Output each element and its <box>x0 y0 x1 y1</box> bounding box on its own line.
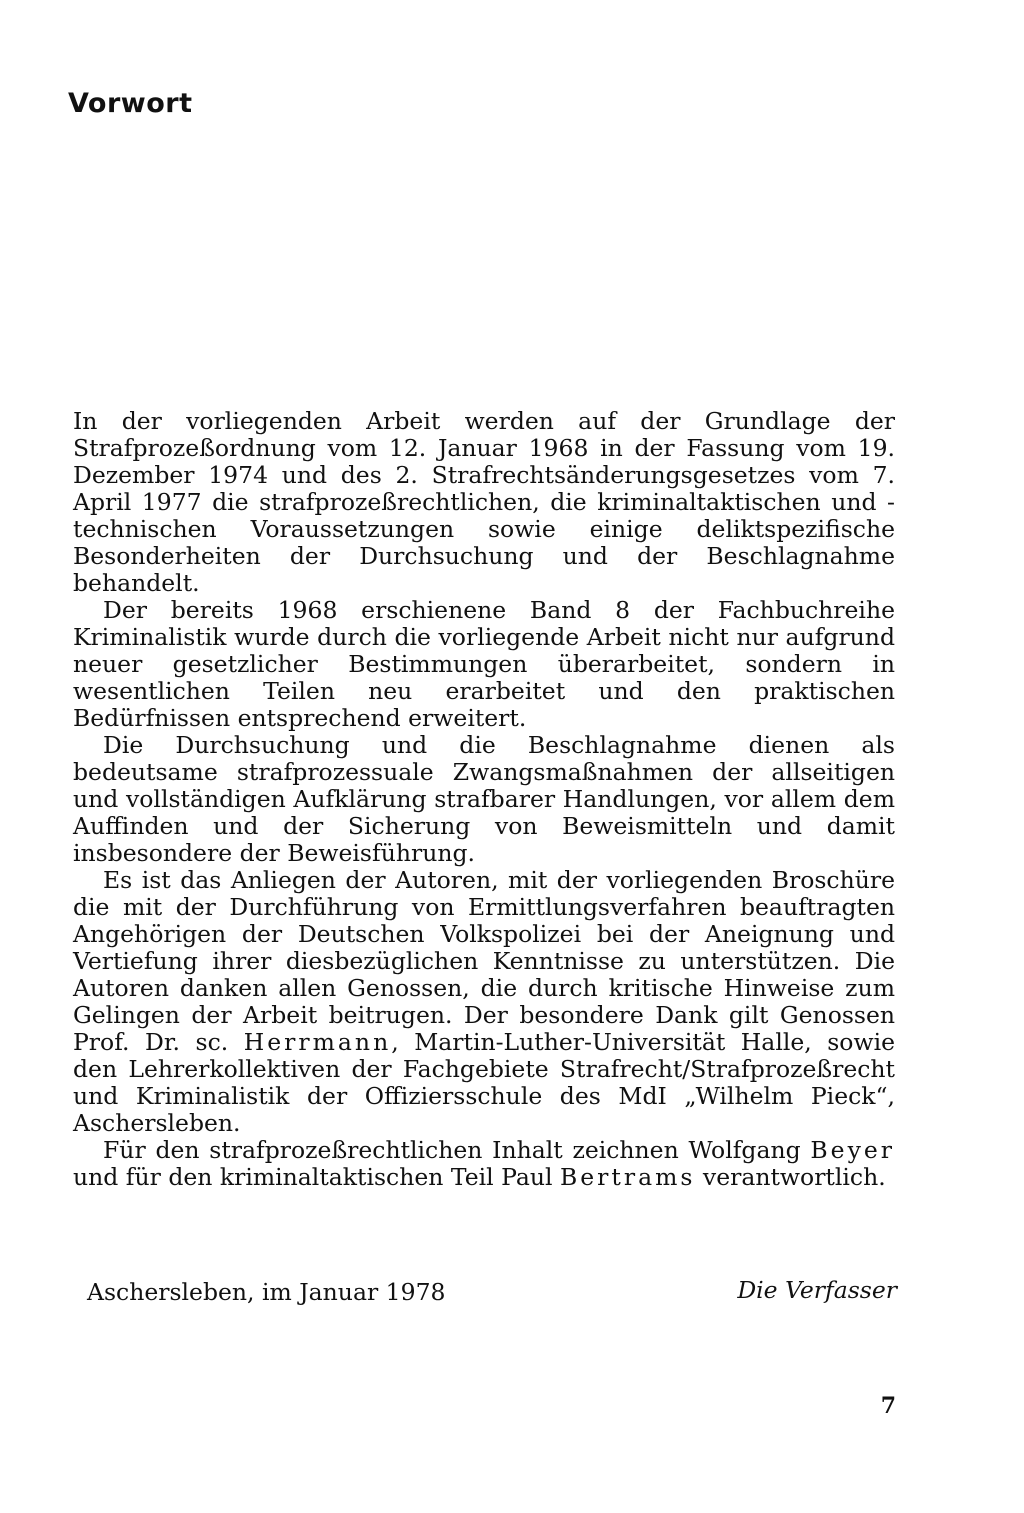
page-number: 7 <box>880 1393 896 1419</box>
place-and-date: Aschersleben, im Januar 1978 <box>87 1278 446 1306</box>
author-signature: Die Verfasser <box>737 1276 897 1304</box>
paragraph-1: In der vorliegenden Arbeit werden auf der Grundlage der Strafprozeßordnung vom 12. Januar 1968 in der Fassung vom 19. Dezember 1974 und des 2. Strafrechtsänderungsgesetzes vom 7. April 1977 die strafprozeßrechtlichen, die kriminaltaktischen und -technischen Voraussetzungen sowie einige deliktspezifische Besonderheiten der Durchsuchung und der Beschlagnahme behandelt. <box>73 407 895 597</box>
paragraph-5-text-before: Für den strafprozeßrechtlichen Inhalt zeichnen Wolfgang <box>103 1136 811 1164</box>
paragraph-4-text-before: Es ist das Anliegen der Autoren, mit der vorliegenden Broschüre die mit der Durchführung von Ermittlungsverfahren beauftragten Angehörigen der Deutschen Volkspolizei bei der Aneignung und Vertiefung ihrer diesbezüglichen Kenntnisse zu unterstützen. Die Autoren danken allen Genossen, die durch kritische Hinweise zum Gelingen der Arbeit beitrugen. Der besondere Dank gilt Genossen Prof. Dr. sc. <box>73 866 895 1056</box>
person-name-beyer: Beyer <box>810 1136 895 1164</box>
foreword-body <box>73 408 895 1191</box>
paragraph-5 <box>73 1137 895 1191</box>
person-name-bertrams: Bertrams <box>560 1163 696 1191</box>
paragraph-5-text-middle: und für den kriminaltaktischen Teil Paul <box>73 1163 560 1191</box>
paragraph-5-text-after: verantwortlich. <box>695 1163 886 1191</box>
paragraph-3: Die Durchsuchung und die Beschlagnahme dienen als bedeutsame strafprozessuale Zwangsmaßnahmen der allseitigen und vollständigen Aufklärung strafbarer Handlungen, vor allem dem Auffinden und der Sicherung von Beweismitteln und damit insbesondere der Beweisführung. <box>73 731 895 867</box>
page-heading: Vorwort <box>68 88 193 119</box>
paragraph-4-text-after: , Martin-Luther-Universität Halle, sowie den Lehrerkollektiven der Fachgebiete Strafrecht/Strafprozeßrecht und Kriminalistik der Offiziersschule des MdI „Wilhelm Pieck“, Aschersleben. <box>73 1028 895 1137</box>
paragraph-4 <box>73 867 895 1137</box>
person-name-herrmann: Herrmann <box>243 1028 392 1056</box>
paragraph-2: Der bereits 1968 erschienene Band 8 der Fachbuchreihe Kriminalistik wurde durch die vorliegende Arbeit nicht nur aufgrund neuer gesetzlicher Bestimmungen überarbeitet, sondern in wesentlichen Teilen neu erarbeitet und den praktischen Bedürfnissen entsprechend erweitert. <box>73 596 895 732</box>
